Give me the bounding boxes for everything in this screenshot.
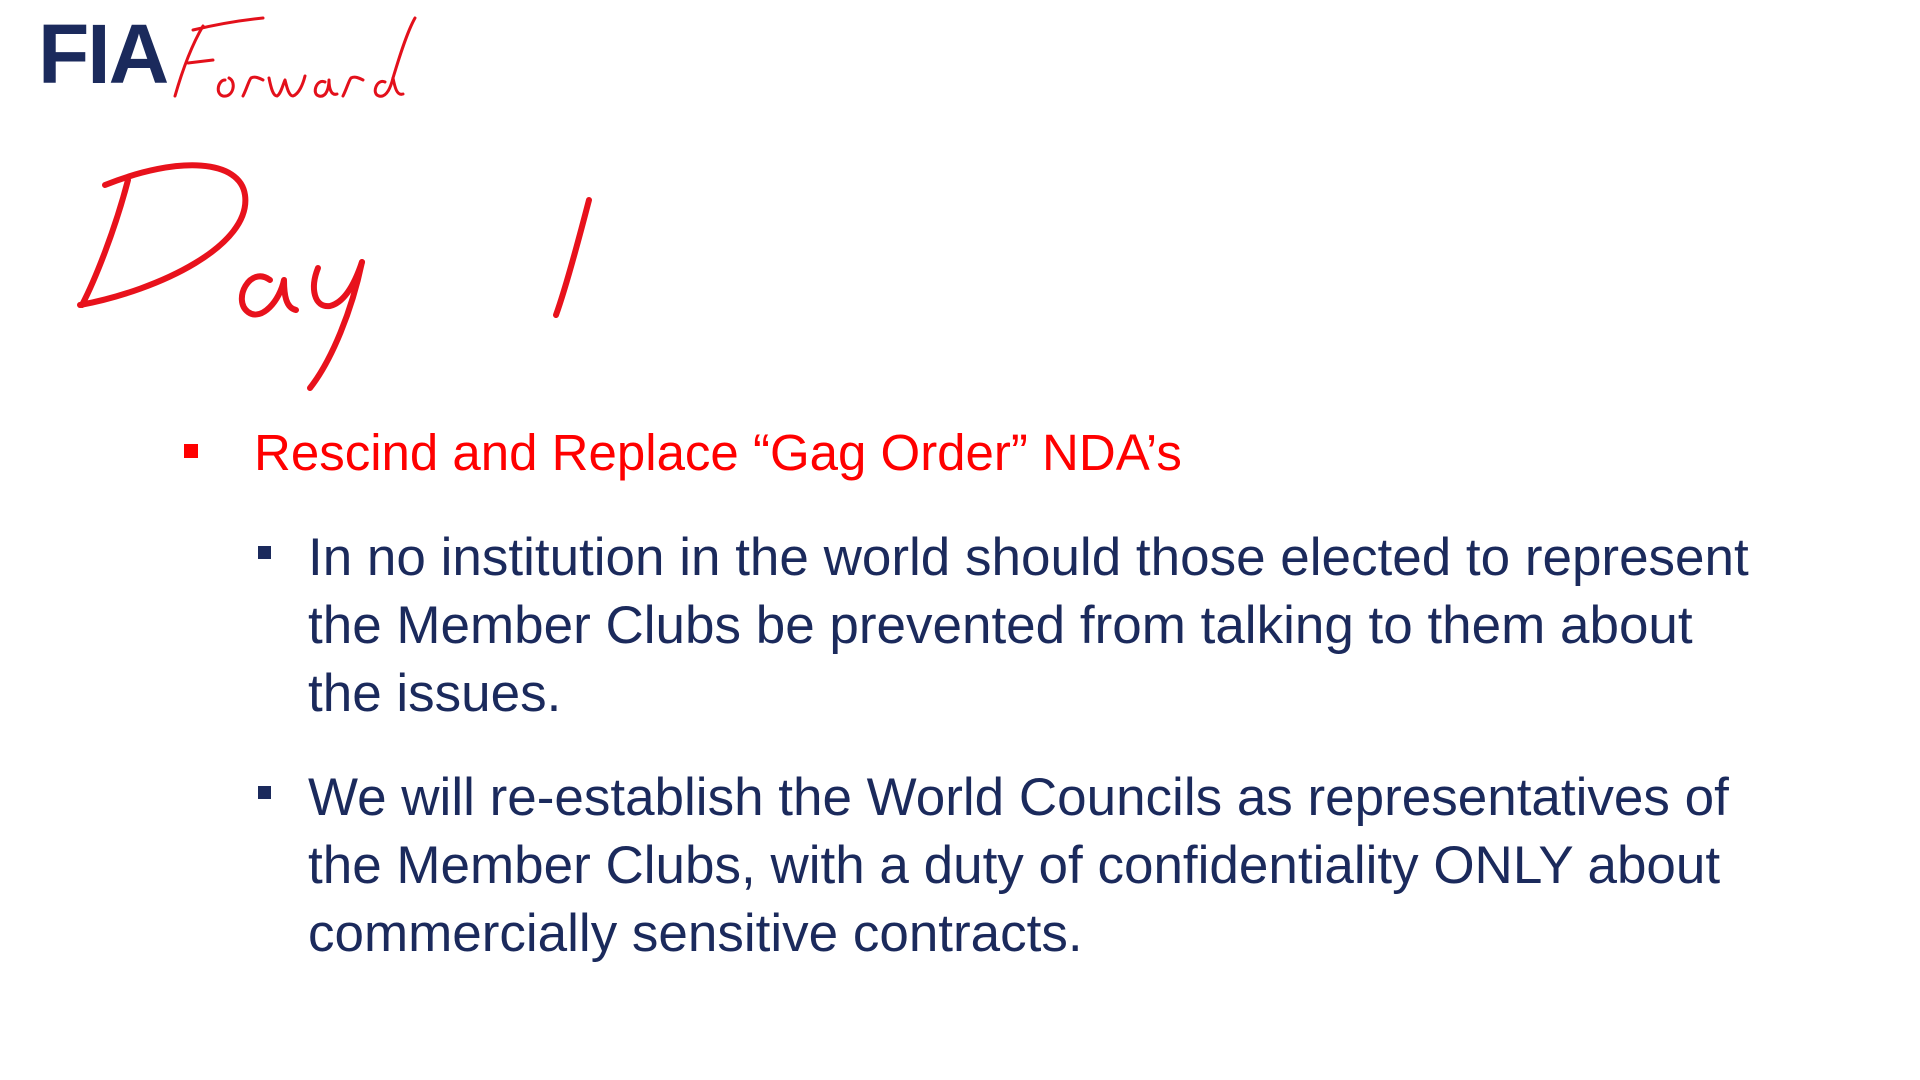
square-bullet-icon (258, 786, 271, 799)
square-bullet-icon (258, 546, 271, 559)
bullet-line: commercially sensitive contracts. (308, 904, 1083, 963)
bullet-line: the Member Clubs, with a duty of confidentiality ONLY about (308, 836, 1721, 895)
bullet-level1-text: Rescind and Replace “Gag Order” NDA’s (254, 424, 1182, 481)
bullet-line: the Member Clubs be prevented from talking to them about (308, 596, 1693, 655)
logo-brand-text: FIA (38, 7, 168, 101)
square-bullet-icon (184, 444, 198, 458)
bullet-line: In no institution in the world should those elected to represent (308, 528, 1749, 587)
bullet-level2-text (308, 764, 1898, 968)
bullet-level2-text (308, 524, 1898, 728)
bullet-line: the issues. (308, 664, 562, 723)
bullet-line: We will re-establish the World Councils as representatives of (308, 768, 1729, 827)
